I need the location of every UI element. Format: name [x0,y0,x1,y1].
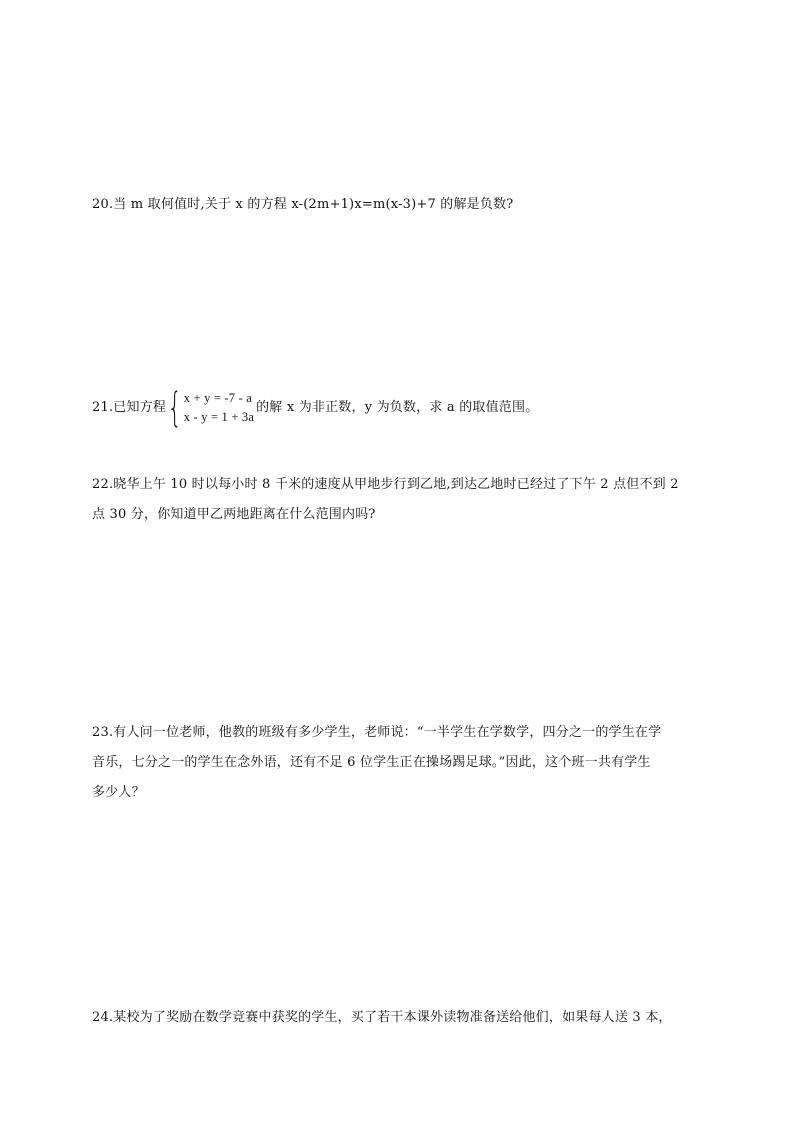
left-brace-icon: { [167,385,182,431]
question-23-line-3: 多少人？ [92,785,145,800]
question-23-line-1: 23.有人问一位老师，他教的班级有多少学生，老师说：“一半学生在学数学，四分之一的学生在学 [92,725,662,740]
question-20-text: 20.当 m 取何值时,关于 x 的方程 x-(2m+1)x=m(x-3)+7 的解是负数? [92,197,514,212]
question-22-line-2: 点 30 分，你知道甲乙两地距离在什么范围内吗? [92,507,376,522]
equation-system [167,385,255,431]
equation-2: x - y = 1 + 3a [183,410,255,424]
question-22 [92,470,712,530]
equation-1: x + y = -7 - a [183,391,253,405]
question-21-prefix: 21.已知方程 [92,400,167,415]
question-21-suffix: 的解 x 为非正数，y 为负数，求 a 的取值范围。 [256,400,539,415]
equation-list [184,389,254,427]
question-22-line-1: 22.晓华上午 10 时以每小时 8 千米的速度从甲地步行到乙地,到达乙地时已经过了下午 2 点但不到 2 [92,477,679,492]
question-24 [92,1003,712,1033]
question-20 [92,190,712,220]
question-21 [92,386,712,430]
question-23-line-2: 音乐，七分之一的学生在念外语，还有不足 6 位学生正在操场踢足球。”因此，这个班一共有学生 [92,755,651,770]
question-23 [92,718,712,808]
question-24-line-1: 24.某校为了奖励在数学竞赛中获奖的学生，买了若干本课外读物准备送给他们，如果每人送 3 本， [92,1010,672,1025]
